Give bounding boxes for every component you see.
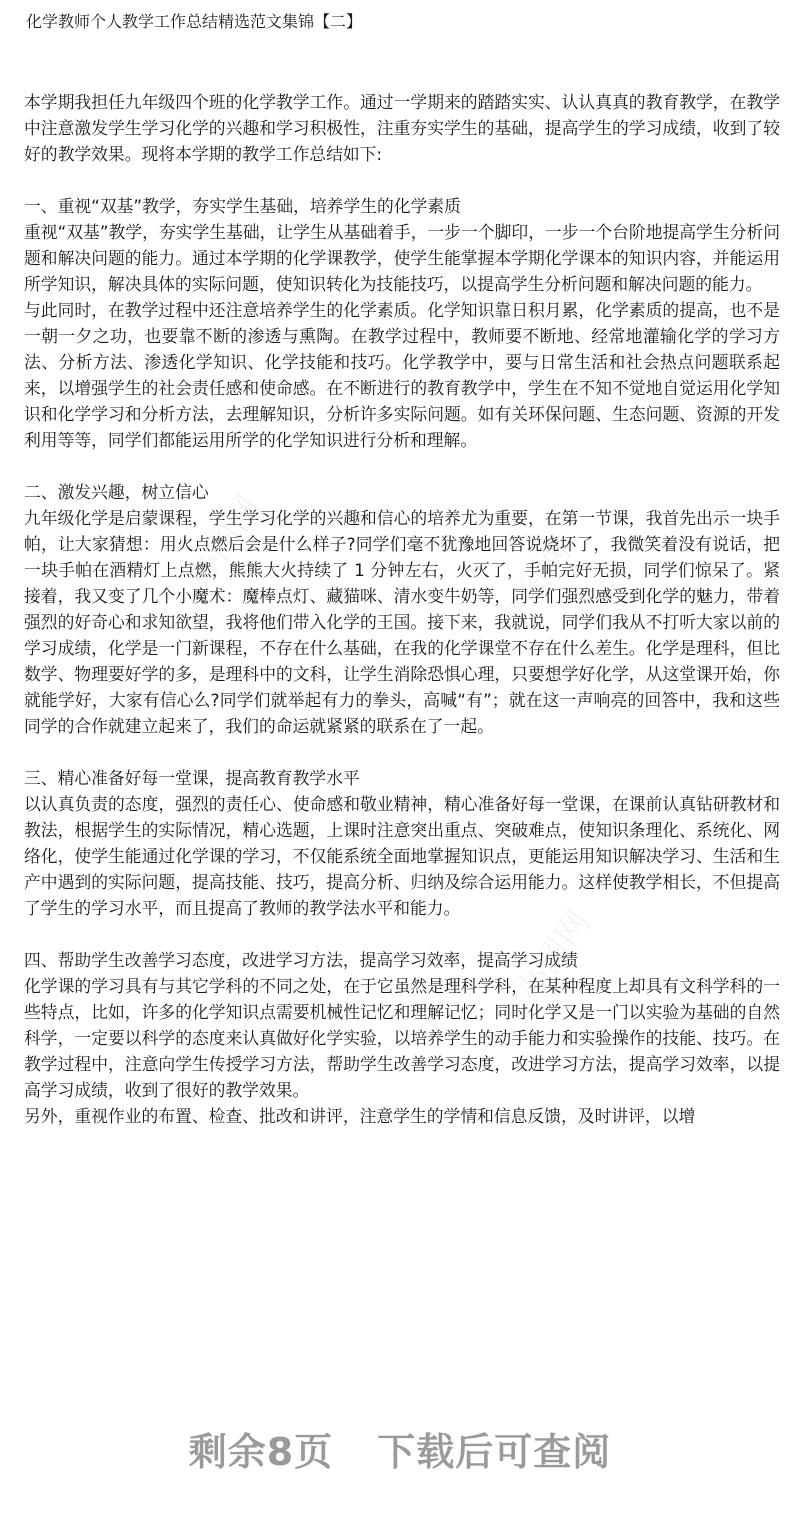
section-2-paragraph-1: 九年级化学是启蒙课程，学生学习化学的兴趣和信心的培养尤为重要，在第一节课，我首先出示一块手帕，让大家猜想：用火点燃后会是什么样子?同学们毫不犹豫地回答说烧坏了，我微笑着没有说话，把一块手帕在酒精灯上点燃，熊熊大火持续了 1 分钟左右，火灭了，手帕完好无损，同学们惊呆了。紧接着，我又变了几个小魔术：魔棒点灯、藏猫咪、清水变牛奶等，同学们强烈感受到化学的魅力，带着强烈的好奇心和求知欲望，我将他们带入化学的王国。接下来，我就说，同学们我从不打听大家以前的学习成绩，化学是一门新课程，不存在什么基础，在我的化学课堂不存在什么差生。化学是理科，但比数学、物理要好学的多，是理科中的文科，让学生消除恐惧心理，只要想学好化学，从这堂课开始，你就能学好，大家有信心么?同学们就举起有力的拳头，高喊“有”；就在这一声响亮的回答中，我和这些同学的合作就建立起来了，我们的命运就紧紧的联系在了一起。 (24, 508, 780, 736)
remaining-pages-label: 剩余8页 (188, 1430, 334, 1474)
paragraph-gap (24, 453, 780, 479)
section-1-heading: 一、重视“双基”教学，夯实学生基础，培养学生的化学素质 (24, 196, 461, 216)
watermark: 办图网 (508, 903, 600, 1010)
section-4-paragraph-2: 另外，重视作业的布置、检查、批改和讲评，注意学生的学情和信息反馈，及时讲评，以增 (24, 1106, 696, 1126)
download-prompt-label: 下载后可查阅 (377, 1430, 612, 1474)
watermark: 办图网 (178, 488, 270, 595)
document-body (24, 89, 780, 1129)
section-3-paragraph-1: 以认真负责的态度，强烈的责任心、使命感和敬业精神，精心准备好每一堂课，在课前认真钻研教材和教法，根据学生的实际情况，精心选题，上课时注意突出重点、突破难点，使知识条理化、系统化、网络化，使学生能通过化学课的学习，不仅能系统全面地掌握知识点，更能运用知识解决学习、生活和生产中遇到的实际问题，提高技能、技巧，提高分析、归纳及综合运用能力。这样使教学相长，不但提高了学生的学习水平，而且提高了教师的教学法水平和能力。 (24, 794, 780, 918)
document-title: 化学教师个人教学工作总结精选范文集锦【二】 (26, 12, 363, 31)
download-to-view-button[interactable] (0, 1424, 800, 1480)
section-3-heading: 三、精心准备好每一堂课，提高教育教学水平 (24, 768, 360, 788)
paragraph-gap (24, 167, 780, 193)
section-1-paragraph-1: 重视“双基”教学，夯实学生基础，让学生从基础着手，一步一个脚印，一步一个台阶地提高学生分析问题和解决问题的能力。通过本学期的化学课教学，使学生能掌握本学期化学课本的知识内容，并能运用所学知识，解决具体的实际问题，使知识转化为技能技巧，以提高学生分析问题和解决问题的能力。 (24, 222, 780, 294)
section-4-paragraph-1: 化学课的学习具有与其它学科的不同之处，在于它虽然是理科学科，在某种程度上却具有文科学科的一些特点，比如，许多的化学知识点需要机械性记忆和理解记忆；同时化学又是一门以实验为基础的自然科学，一定要以科学的态度来认真做好化学实验，以培养学生的动手能力和实验操作的技能、技巧。在教学过程中，注意向学生传授学习方法，帮助学生改善学习态度，改进学习方法，提高学习效率，以提高学习成绩，收到了很好的教学效果。 (24, 976, 780, 1100)
intro-paragraph: 本学期我担任九年级四个班的化学教学工作。通过一学期来的踏踏实实、认认真真的教育教学，在教学中注意激发学生学习化学的兴趣和学习积极性，注重夯实学生的基础，提高学生的学习成绩，收到了较好的教学效果。现将本学期的教学工作总结如下: (24, 92, 780, 164)
paragraph-gap (24, 739, 780, 765)
section-2-heading: 二、激发兴趣，树立信心 (24, 482, 209, 502)
section-1-paragraph-2: 与此同时，在教学过程中还注意培养学生的化学素质。化学知识靠日积月累，化学素质的提高，也不是一朝一夕之功，也要靠不断的渗透与熏陶。在教学过程中，教师要不断地、经常地灌输化学的学习方法、分析方法、渗透化学知识、化学技能和技巧。化学教学中，要与日常生活和社会热点问题联系起来，以增强学生的社会责任感和使命感。在不断进行的教育教学中，学生在不知不觉地自觉运用化学知识和化学学习和分析方法，去理解知识，分析许多实际问题。如有关环保问题、生态问题、资源的开发利用等等，同学们都能运用所学的化学知识进行分析和理解。 (24, 300, 780, 450)
section-4-heading: 四、帮助学生改善学习态度，改进学习方法，提高学习效率，提高学习成绩 (24, 950, 578, 970)
paragraph-gap (24, 921, 780, 947)
watermark: 办图网 (488, 533, 580, 640)
